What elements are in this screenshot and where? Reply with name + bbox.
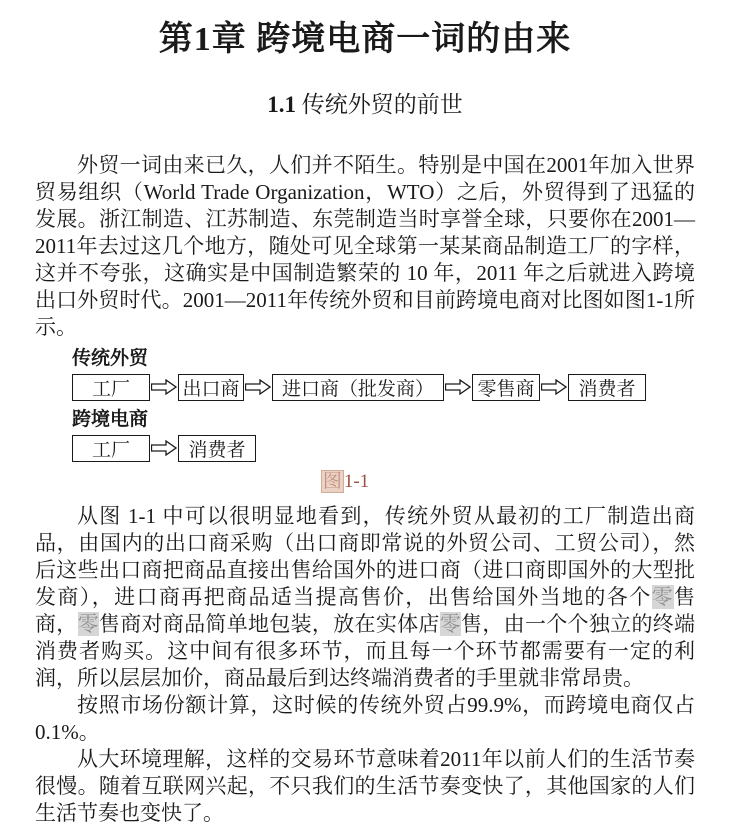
text-segment: 售，由一个个独立的终端消费者购买。这中间有很多环节，而且每一个环节都需要有一定的利润，所以层层加价，商品最后到达终端消费者的手里就非常昂贵。 xyxy=(35,611,696,690)
highlighted-char: 零 xyxy=(77,611,99,636)
flow-arrow-icon xyxy=(151,379,177,395)
flow-arrow-icon xyxy=(245,379,271,395)
section-number: 1.1 xyxy=(267,91,296,117)
traditional-trade-flow xyxy=(72,374,695,401)
flow-node-factory: 工厂 xyxy=(72,374,150,401)
figure-caption-number: 1-1 xyxy=(343,470,370,492)
figure-caption xyxy=(35,471,655,493)
body-text xyxy=(35,152,695,341)
text-segment: 售商对商品简单地包装，放在实体店 xyxy=(98,611,440,636)
flow-node-factory: 工厂 xyxy=(72,435,150,462)
text-segment: 从大环境理解，这样的交易环节意味着2011年以前人们的生活节奏很慢。随着互联网兴起，不只我们的生活节奏变快了，其他国家的人们生活节奏也变快了。 xyxy=(35,746,695,825)
figure-caption-prefix: 图 xyxy=(322,470,342,492)
text-segment: 按照市场份额计算，这时候的传统外贸占99.9%，而跨境电商仅占0.1%。 xyxy=(35,692,695,744)
flow-node-retailer: 零售商 xyxy=(472,374,540,401)
text-segment: 外贸一词由来已久，人们并不陌生。特别是中国在2001年加入世界贸易组织（World Trade Organization，WTO）之后，外贸得到了迅猛的发展。浙江制造、江苏制造、东莞制造当时享誉全球，只要你在2001—2011年去过这几个地方，随处可见全球第一某某商品制造工厂的字样，这并不夸张，这确实是中国制造繁荣的 10 年，2011 年之后就进入跨境出口外贸时代。2001—2011年传统外贸和目前跨境电商对比图如图1-1所示。 xyxy=(35,152,695,339)
flow-node-consumer: 消费者 xyxy=(178,435,256,462)
paragraph-4 xyxy=(35,746,695,827)
trade-flow-diagram xyxy=(35,349,695,493)
flow-node-exporter: 出口商 xyxy=(178,374,244,401)
section-title-text: 传统外贸的前世 xyxy=(301,91,463,117)
highlighted-char: 零 xyxy=(439,611,462,636)
text-segment: 售商， xyxy=(35,584,696,636)
flow-node-importer: 进口商（批发商） xyxy=(272,374,444,401)
paragraph-3 xyxy=(35,692,695,746)
highlighted-char: 零 xyxy=(651,584,675,609)
chapter-title: 第1章 跨境电商一词的由来 xyxy=(158,21,572,58)
crossborder-ecommerce-label: 跨境电商 xyxy=(72,408,149,430)
text-segment: 从图 1-1 中可以很明显地看到，传统外贸从最初的工厂制造出商品，由国内的出口商采购（出口商即常说的外贸公司、工贸公司），然后这些出口商把商品直接出售给国外的进口商（进口商即国外的大型批发商），进口商再把商品适当提高售价，出售给国外当地的各个 xyxy=(35,503,695,609)
paragraph-1 xyxy=(35,152,695,341)
flow-arrow-icon xyxy=(541,379,567,395)
body-text xyxy=(35,503,695,827)
section-title xyxy=(35,91,695,120)
flow-node-consumer: 消费者 xyxy=(568,374,646,401)
flow-arrow-icon xyxy=(445,379,471,395)
traditional-trade-label: 传统外贸 xyxy=(72,347,149,369)
crossborder-ecommerce-flow xyxy=(72,435,695,462)
paragraph-2 xyxy=(35,503,695,692)
flow-arrow-icon xyxy=(151,440,177,456)
